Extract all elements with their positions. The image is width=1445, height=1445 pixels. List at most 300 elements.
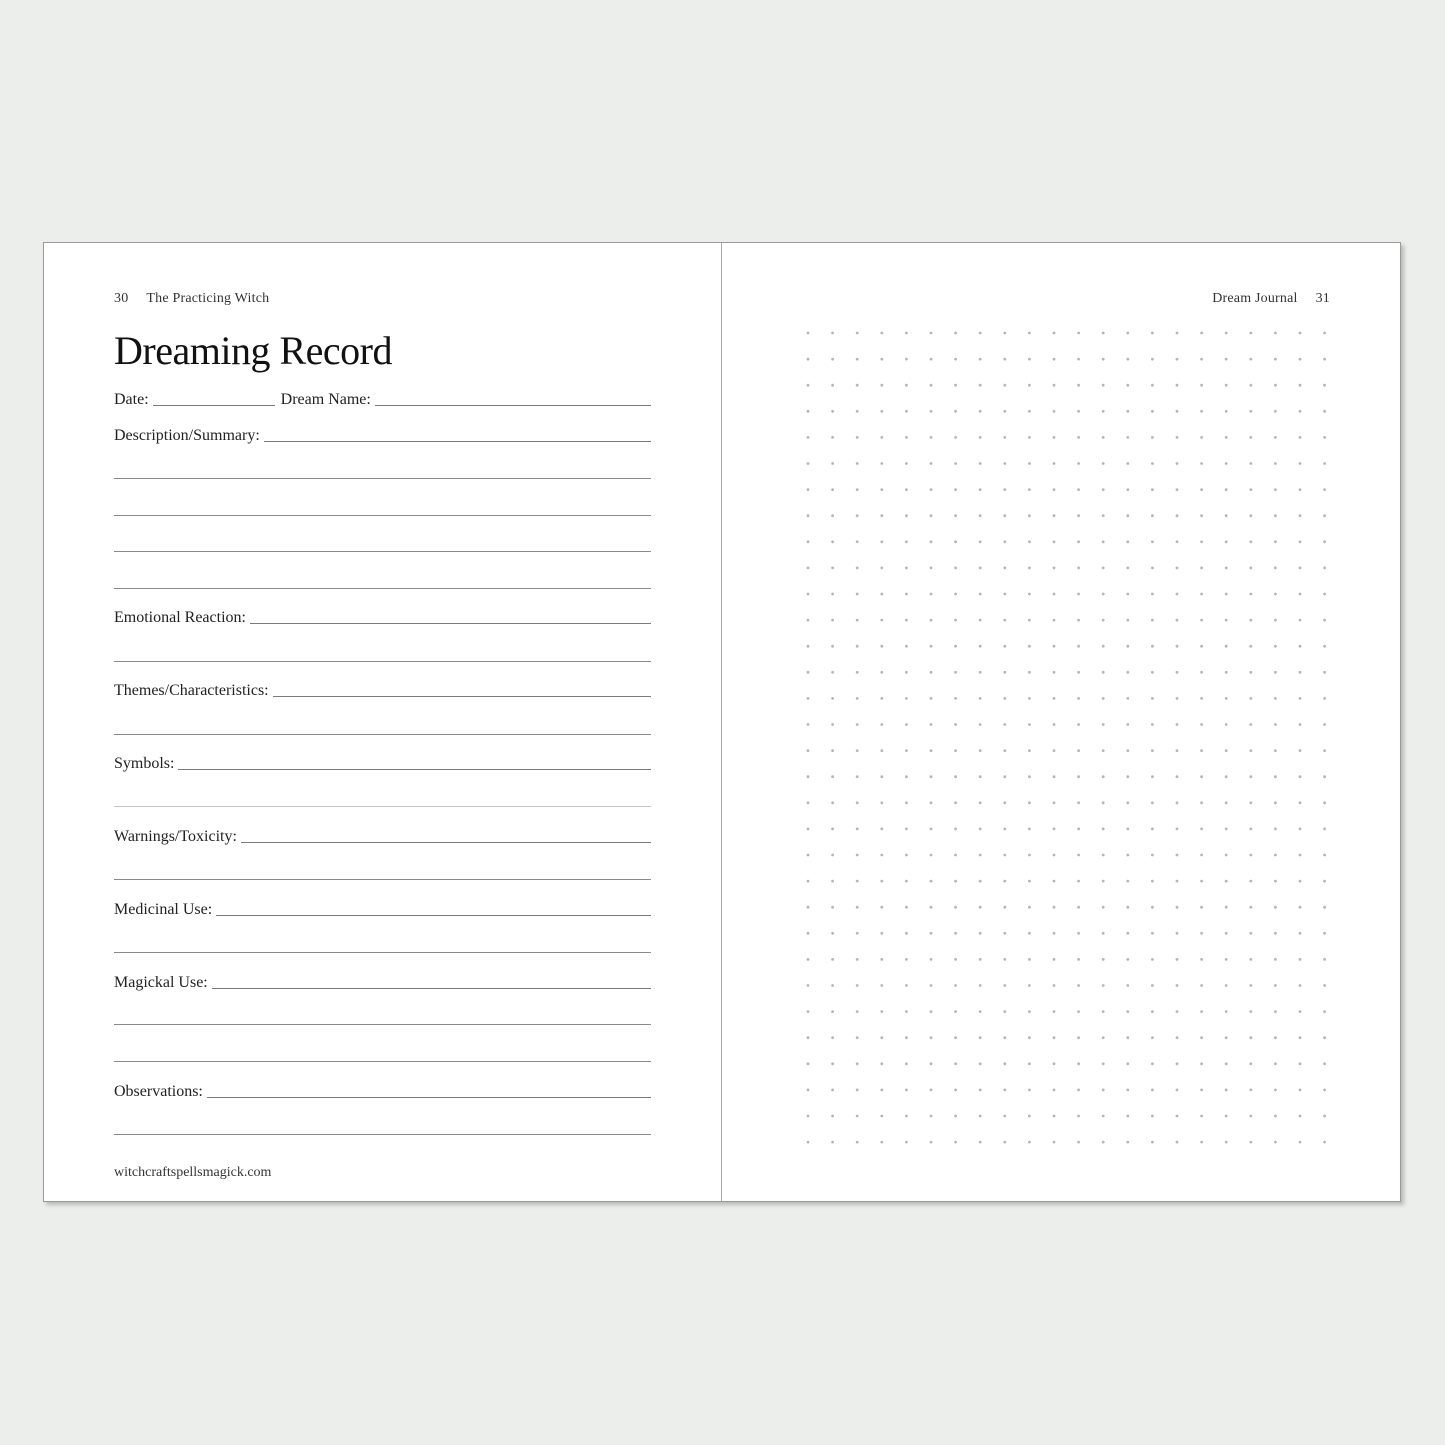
grid-dot	[930, 1062, 933, 1065]
grid-dot	[831, 645, 834, 648]
grid-dot	[1028, 462, 1031, 465]
grid-dot	[1102, 984, 1105, 987]
grid-dot	[880, 488, 883, 491]
grid-dot	[979, 462, 982, 465]
grid-dot	[1151, 645, 1154, 648]
grid-dot	[1077, 593, 1080, 596]
writing-line[interactable]	[114, 1061, 651, 1062]
grid-dot	[1028, 358, 1031, 361]
grid-dot	[1028, 958, 1031, 961]
grid-dot	[1028, 932, 1031, 935]
grid-dot	[880, 436, 883, 439]
grid-dot	[1200, 828, 1203, 831]
grid-dot	[807, 488, 810, 491]
grid-dot	[1077, 1036, 1080, 1039]
grid-dot	[1323, 828, 1326, 831]
grid-dot	[1225, 488, 1228, 491]
grid-dot	[1028, 671, 1031, 674]
grid-dot	[1102, 645, 1105, 648]
grid-dot	[856, 593, 859, 596]
grid-dot	[1003, 567, 1006, 570]
grid-dot	[831, 723, 834, 726]
grid-dot	[856, 880, 859, 883]
grid-dot	[880, 619, 883, 622]
grid-dot	[807, 932, 810, 935]
themes-field[interactable]	[273, 695, 651, 697]
grid-dot	[856, 1036, 859, 1039]
grid-dot	[954, 488, 957, 491]
grid-dot	[1200, 462, 1203, 465]
grid-dot	[1225, 567, 1228, 570]
grid-dot	[1323, 854, 1326, 857]
grid-dot	[1102, 410, 1105, 413]
grid-dot	[1126, 358, 1129, 361]
grid-dot	[1200, 775, 1203, 778]
grid-dot	[1102, 906, 1105, 909]
grid-dot	[880, 410, 883, 413]
grid-dot	[1249, 462, 1252, 465]
grid-dot	[880, 1036, 883, 1039]
grid-dot	[1126, 332, 1129, 335]
grid-dot	[856, 1141, 859, 1144]
grid-dot	[930, 514, 933, 517]
grid-dot	[1151, 1010, 1154, 1013]
grid-dot	[979, 645, 982, 648]
grid-dot	[905, 567, 908, 570]
warnings-field[interactable]	[241, 841, 651, 843]
grid-dot	[1323, 723, 1326, 726]
writing-line[interactable]	[114, 952, 651, 953]
grid-dot	[954, 358, 957, 361]
grid-dot	[905, 958, 908, 961]
grid-dot	[1102, 749, 1105, 752]
grid-dot	[1028, 749, 1031, 752]
grid-dot	[831, 1010, 834, 1013]
grid-dot	[856, 488, 859, 491]
symbols-field[interactable]	[178, 768, 651, 770]
grid-dot	[1102, 436, 1105, 439]
grid-dot	[1176, 567, 1179, 570]
grid-dot	[1151, 1036, 1154, 1039]
grid-dot	[979, 1089, 982, 1092]
grid-dot	[1053, 1141, 1056, 1144]
grid-dot	[954, 1141, 957, 1144]
grid-dot	[1274, 958, 1277, 961]
writing-line[interactable]	[114, 734, 651, 735]
grid-dot	[1274, 567, 1277, 570]
grid-dot	[1028, 854, 1031, 857]
left-page-number: 30	[114, 291, 129, 306]
grid-dot	[979, 540, 982, 543]
grid-dot	[1225, 854, 1228, 857]
grid-dot	[905, 828, 908, 831]
grid-dot	[1274, 593, 1277, 596]
grid-dot	[856, 1115, 859, 1118]
grid-dot	[1249, 801, 1252, 804]
grid-dot	[856, 828, 859, 831]
grid-dot	[930, 723, 933, 726]
grid-dot	[1028, 436, 1031, 439]
grid-dot	[1274, 1062, 1277, 1065]
grid-dot	[979, 697, 982, 700]
grid-dot	[1053, 801, 1056, 804]
grid-dot	[1274, 488, 1277, 491]
grid-dot	[1176, 1141, 1179, 1144]
grid-dot	[1323, 619, 1326, 622]
grid-dot	[1126, 1141, 1129, 1144]
writing-line[interactable]	[114, 1134, 651, 1135]
grid-dot	[905, 671, 908, 674]
grid-dot	[1299, 567, 1302, 570]
grid-dot	[1274, 775, 1277, 778]
grid-dot	[979, 514, 982, 517]
grid-dot	[807, 801, 810, 804]
grid-dot	[1323, 1115, 1326, 1118]
grid-dot	[831, 1089, 834, 1092]
grid-dot	[954, 906, 957, 909]
grid-dot	[954, 958, 957, 961]
grid-dot	[1102, 775, 1105, 778]
grid-dot	[954, 593, 957, 596]
grid-dot	[1102, 332, 1105, 335]
grid-dot	[1249, 775, 1252, 778]
grid-dot	[905, 436, 908, 439]
grid-dot	[1077, 462, 1080, 465]
grid-dot	[979, 671, 982, 674]
grid-dot	[930, 1141, 933, 1144]
grid-dot	[1225, 1036, 1228, 1039]
grid-dot	[1028, 801, 1031, 804]
grid-dot	[1274, 514, 1277, 517]
grid-dot	[1151, 593, 1154, 596]
grid-dot	[1053, 1089, 1056, 1092]
grid-dot	[1323, 488, 1326, 491]
writing-line[interactable]	[114, 478, 651, 479]
grid-dot	[1274, 619, 1277, 622]
grid-dot	[1225, 410, 1228, 413]
grid-dot	[831, 384, 834, 387]
grid-dot	[856, 854, 859, 857]
grid-dot	[905, 540, 908, 543]
grid-dot	[1249, 697, 1252, 700]
grid-dot	[1126, 671, 1129, 674]
grid-dot	[1176, 488, 1179, 491]
grid-dot	[1053, 906, 1056, 909]
grid-dot	[1176, 958, 1179, 961]
emotional-field[interactable]	[250, 622, 651, 624]
description-field[interactable]	[264, 440, 651, 442]
grid-dot	[1126, 723, 1129, 726]
grid-dot	[1053, 645, 1056, 648]
magickal-field[interactable]	[212, 987, 651, 989]
grid-dot	[856, 1010, 859, 1013]
grid-dot	[930, 958, 933, 961]
grid-dot	[1176, 619, 1179, 622]
grid-dot	[1225, 1141, 1228, 1144]
grid-dot	[880, 828, 883, 831]
grid-dot	[1249, 1089, 1252, 1092]
grid-dot	[1003, 723, 1006, 726]
grid-dot	[1126, 462, 1129, 465]
emotional-row	[114, 603, 651, 627]
grid-dot	[831, 540, 834, 543]
grid-dot	[807, 332, 810, 335]
grid-dot	[954, 436, 957, 439]
grid-dot	[1003, 906, 1006, 909]
grid-dot	[1274, 410, 1277, 413]
grid-dot	[1102, 854, 1105, 857]
grid-dot	[1028, 1089, 1031, 1092]
dot-grid[interactable]	[722, 243, 1400, 1201]
medicinal-field[interactable]	[216, 914, 651, 916]
grid-dot	[1126, 514, 1129, 517]
grid-dot	[1151, 462, 1154, 465]
grid-dot	[954, 854, 957, 857]
grid-dot	[1249, 1062, 1252, 1065]
grid-dot	[905, 801, 908, 804]
grid-dot	[856, 697, 859, 700]
grid-dot	[1249, 1115, 1252, 1118]
grid-dot	[1299, 1010, 1302, 1013]
grid-dot	[1003, 1141, 1006, 1144]
grid-dot	[1299, 775, 1302, 778]
grid-dot	[905, 932, 908, 935]
grid-dot	[880, 332, 883, 335]
grid-dot	[930, 854, 933, 857]
grid-dot	[1323, 540, 1326, 543]
grid-dot	[954, 828, 957, 831]
observations-row	[114, 1077, 651, 1101]
grid-dot	[1053, 514, 1056, 517]
grid-dot	[1102, 593, 1105, 596]
grid-dot	[856, 906, 859, 909]
grid-dot	[1200, 410, 1203, 413]
grid-dot	[1249, 749, 1252, 752]
grid-dot	[1200, 514, 1203, 517]
writing-line[interactable]	[114, 879, 651, 880]
grid-dot	[1274, 671, 1277, 674]
grid-dot	[930, 1036, 933, 1039]
grid-dot	[1299, 1141, 1302, 1144]
grid-dot	[1323, 1036, 1326, 1039]
grid-dot	[1176, 436, 1179, 439]
grid-dot	[1003, 488, 1006, 491]
grid-dot	[1249, 984, 1252, 987]
writing-line[interactable]	[114, 806, 651, 807]
grid-dot	[880, 1010, 883, 1013]
writing-line[interactable]	[114, 661, 651, 662]
grid-dot	[979, 723, 982, 726]
grid-dot	[1102, 619, 1105, 622]
grid-dot	[1200, 593, 1203, 596]
grid-dot	[1200, 436, 1203, 439]
grid-dot	[1102, 358, 1105, 361]
grid-dot	[831, 332, 834, 335]
grid-dot	[1323, 880, 1326, 883]
grid-dot	[1126, 436, 1129, 439]
grid-dot	[1176, 358, 1179, 361]
grid-dot	[905, 619, 908, 622]
grid-dot	[1151, 723, 1154, 726]
grid-dot	[930, 880, 933, 883]
grid-dot	[1323, 645, 1326, 648]
grid-dot	[1274, 880, 1277, 883]
grid-dot	[1151, 801, 1154, 804]
grid-dot	[930, 332, 933, 335]
grid-dot	[979, 1141, 982, 1144]
grid-dot	[1102, 723, 1105, 726]
grid-dot	[1299, 697, 1302, 700]
grid-dot	[1053, 619, 1056, 622]
grid-dot	[905, 1115, 908, 1118]
grid-dot	[1126, 1036, 1129, 1039]
grid-dot	[1249, 488, 1252, 491]
grid-dot	[1274, 932, 1277, 935]
writing-line[interactable]	[114, 551, 651, 552]
grid-dot	[1077, 723, 1080, 726]
grid-dot	[1053, 593, 1056, 596]
grid-dot	[1176, 1115, 1179, 1118]
grid-dot	[930, 488, 933, 491]
grid-dot	[1299, 645, 1302, 648]
grid-dot	[807, 514, 810, 517]
grid-dot	[954, 384, 957, 387]
grid-dot	[1126, 880, 1129, 883]
grid-dot	[954, 723, 957, 726]
grid-dot	[1028, 645, 1031, 648]
grid-dot	[905, 1010, 908, 1013]
grid-dot	[1274, 462, 1277, 465]
dream-name-field[interactable]	[375, 404, 651, 406]
grid-dot	[1028, 384, 1031, 387]
grid-dot	[1200, 1089, 1203, 1092]
grid-dot	[1028, 488, 1031, 491]
grid-dot	[807, 462, 810, 465]
grid-dot	[1176, 906, 1179, 909]
grid-dot	[1151, 984, 1154, 987]
grid-dot	[1053, 671, 1056, 674]
medicinal-row	[114, 895, 651, 919]
grid-dot	[905, 749, 908, 752]
grid-dot	[1151, 514, 1154, 517]
grid-dot	[831, 906, 834, 909]
grid-dot	[1299, 880, 1302, 883]
grid-dot	[1151, 384, 1154, 387]
grid-dot	[807, 697, 810, 700]
grid-dot	[1200, 384, 1203, 387]
grid-dot	[1299, 1115, 1302, 1118]
grid-dot	[831, 436, 834, 439]
magickal-label: Magickal Use:	[114, 974, 208, 991]
grid-dot	[1249, 723, 1252, 726]
grid-dot	[1176, 854, 1179, 857]
grid-dot	[1126, 828, 1129, 831]
grid-dot	[1299, 593, 1302, 596]
book-spread	[43, 242, 1401, 1202]
grid-dot	[954, 462, 957, 465]
grid-dot	[1249, 906, 1252, 909]
grid-dot	[1299, 436, 1302, 439]
grid-dot	[1102, 828, 1105, 831]
grid-dot	[1299, 332, 1302, 335]
grid-dot	[1053, 775, 1056, 778]
grid-dot	[954, 1010, 957, 1013]
grid-dot	[1102, 1036, 1105, 1039]
grid-dot	[930, 932, 933, 935]
grid-dot	[1126, 906, 1129, 909]
observations-field[interactable]	[207, 1096, 651, 1098]
grid-dot	[1176, 1062, 1179, 1065]
date-field[interactable]	[153, 404, 275, 406]
grid-dot	[1299, 801, 1302, 804]
grid-dot	[1102, 462, 1105, 465]
grid-dot	[954, 775, 957, 778]
grid-dot	[1249, 593, 1252, 596]
grid-dot	[1126, 801, 1129, 804]
grid-dot	[1323, 436, 1326, 439]
grid-dot	[831, 358, 834, 361]
grid-dot	[1225, 932, 1228, 935]
grid-dot	[1225, 775, 1228, 778]
grid-dot	[905, 384, 908, 387]
writing-line[interactable]	[114, 588, 651, 589]
grid-dot	[831, 984, 834, 987]
grid-dot	[1028, 410, 1031, 413]
grid-dot	[1053, 540, 1056, 543]
grid-dot	[880, 593, 883, 596]
grid-dot	[1176, 1036, 1179, 1039]
grid-dot	[880, 540, 883, 543]
grid-dot	[1126, 854, 1129, 857]
grid-dot	[1003, 593, 1006, 596]
warnings-label: Warnings/Toxicity:	[114, 828, 237, 845]
writing-line[interactable]	[114, 1024, 651, 1025]
grid-dot	[880, 984, 883, 987]
grid-dot	[1274, 801, 1277, 804]
grid-dot	[1126, 775, 1129, 778]
grid-dot	[1249, 880, 1252, 883]
grid-dot	[1028, 828, 1031, 831]
grid-dot	[1249, 1010, 1252, 1013]
grid-dot	[807, 1010, 810, 1013]
grid-dot	[880, 880, 883, 883]
grid-dot	[1053, 567, 1056, 570]
grid-dot	[930, 671, 933, 674]
themes-label: Themes/Characteristics:	[114, 682, 269, 699]
grid-dot	[1323, 593, 1326, 596]
writing-line[interactable]	[114, 515, 651, 516]
grid-dot	[905, 593, 908, 596]
grid-dot	[831, 593, 834, 596]
grid-dot	[1249, 1141, 1252, 1144]
grid-dot	[807, 358, 810, 361]
grid-dot	[1151, 436, 1154, 439]
grid-dot	[1102, 1062, 1105, 1065]
grid-dot	[930, 1115, 933, 1118]
grid-dot	[1249, 619, 1252, 622]
grid-dot	[1274, 697, 1277, 700]
grid-dot	[1323, 514, 1326, 517]
grid-dot	[807, 749, 810, 752]
grid-dot	[831, 462, 834, 465]
grid-dot	[1003, 1036, 1006, 1039]
grid-dot	[1225, 697, 1228, 700]
grid-dot	[1323, 1010, 1326, 1013]
grid-dot	[856, 462, 859, 465]
grid-dot	[1274, 1036, 1277, 1039]
grid-dot	[1053, 723, 1056, 726]
grid-dot	[856, 1089, 859, 1092]
